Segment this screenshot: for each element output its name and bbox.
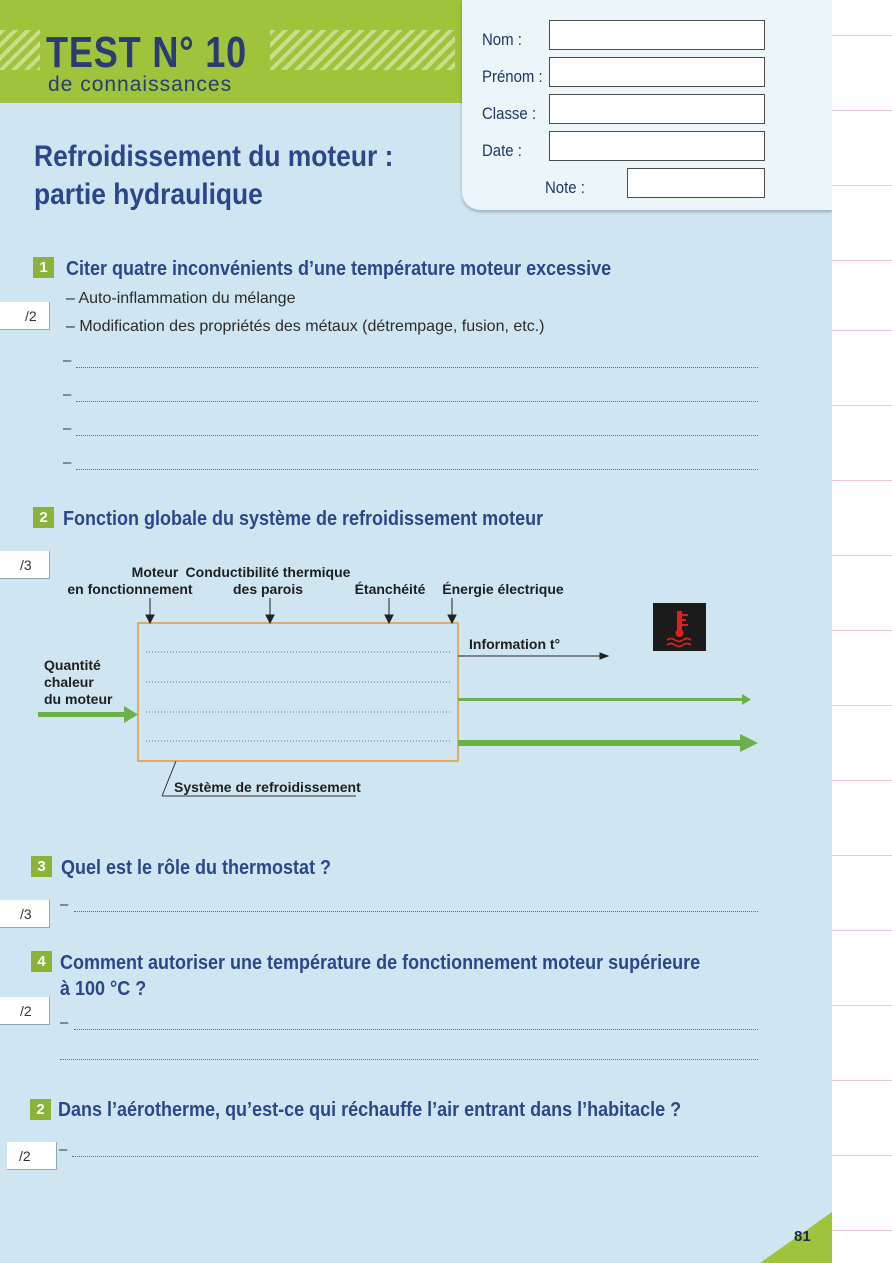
q3-title: Quel est le rôle du thermostat ? [61, 857, 332, 879]
system-box [138, 623, 458, 761]
q3-answer-line[interactable] [74, 911, 758, 912]
adjacent-page-margin [832, 0, 892, 1263]
q1-number-badge: 1 [33, 257, 54, 278]
coolant-temperature-icon [653, 603, 706, 651]
arrow-output-2-body [458, 740, 742, 746]
page-number: 81 [794, 1228, 811, 1245]
q2-score-box: /3 [0, 551, 50, 579]
arrow-conductibilite-head [266, 615, 274, 623]
page-title-line1: Refroidissement du moteur : [34, 140, 394, 173]
q1-answer-1: – Auto-inflammation du mélange [66, 290, 296, 307]
arrow-heat-input-head [124, 706, 138, 723]
arrow-information-head [600, 653, 608, 659]
arrow-output-1-body [458, 698, 744, 701]
q4-title-line1: Comment autoriser une température de fonctionnement moteur supérieure [60, 952, 701, 974]
q1-title: Citer quatre inconvénients d’une température moteur excessive [66, 258, 612, 280]
arrow-output-2-head [740, 734, 758, 752]
q1-blank-dash-3: – [63, 352, 72, 369]
diagram-label-moteur-l2: en fonctionnement [67, 581, 193, 597]
q5-blank-dash: – [59, 1141, 68, 1158]
q1-blank-dash-5: – [63, 420, 72, 437]
date-label: Date : [482, 141, 522, 160]
test-subtitle: de connaissances [48, 73, 233, 96]
diagram-label-quantite-l2: chaleur [44, 674, 94, 690]
q4-title [60, 950, 700, 1002]
q3-score-box: /3 [0, 900, 50, 928]
diagram-label-quantite-l1: Quantité [44, 657, 101, 673]
q4-number-badge: 4 [31, 951, 52, 972]
diagram-label-information: Information t° [469, 636, 561, 652]
arrow-output-1-head [742, 694, 751, 705]
diagram-label-etancheite: Étanchéité [354, 581, 426, 597]
classe-label: Classe : [482, 104, 537, 123]
q1-answer-2: – Modification des propriétés des métaux (détrempage, fusion, etc.) [66, 318, 545, 335]
q1-blank-dash-6: – [63, 454, 72, 471]
prenom-label: Prénom : [482, 67, 543, 86]
q5-answer-line[interactable] [72, 1156, 758, 1157]
diagram-label-quantite-l3: du moteur [44, 691, 113, 707]
q5-number-badge: 2 [30, 1099, 51, 1120]
arrow-etancheite-head [385, 615, 393, 623]
diagram-label-moteur-l1: Moteur [131, 564, 179, 580]
q4-score-box: /2 [0, 997, 50, 1025]
arrow-heat-input-body [38, 712, 126, 717]
q5-title: Dans l’aérotherme, qu’est-ce qui réchauffe l’air entrant dans l’habitacle ? [58, 1099, 682, 1121]
q2-title: Fonction globale du système de refroidissement moteur [63, 508, 544, 530]
q3-blank-dash: – [60, 896, 69, 913]
arrow-energie-head [448, 615, 456, 623]
test-number-title: TEST N° 10 [46, 28, 248, 77]
q1-score-box: /2 [0, 302, 50, 330]
q2-number-badge: 2 [33, 507, 54, 528]
q4-title-line2: à 100 °C ? [60, 978, 147, 1000]
q3-number-badge: 3 [31, 856, 52, 877]
q1-blank-dash-4: – [63, 386, 72, 403]
arrow-moteur-head [146, 615, 154, 623]
diagram-label-energie: Énergie électrique [442, 581, 564, 597]
diagram-label-system: Système de refroidissement [174, 779, 361, 795]
q5-score-box: /2 [7, 1142, 57, 1170]
diagram-label-conductibilite-l2: des parois [232, 581, 304, 597]
q4-answer-line-2[interactable] [60, 1059, 758, 1060]
note-label: Note : [545, 178, 585, 197]
nom-label: Nom : [482, 30, 522, 49]
system-leader-line [162, 761, 176, 796]
diagram-label-conductibilite-l1: Conductibilité thermique [185, 564, 351, 580]
page-title-line2: partie hydraulique [34, 178, 263, 211]
q4-blank-dash: – [60, 1014, 69, 1031]
q4-answer-line-1[interactable] [74, 1029, 758, 1030]
